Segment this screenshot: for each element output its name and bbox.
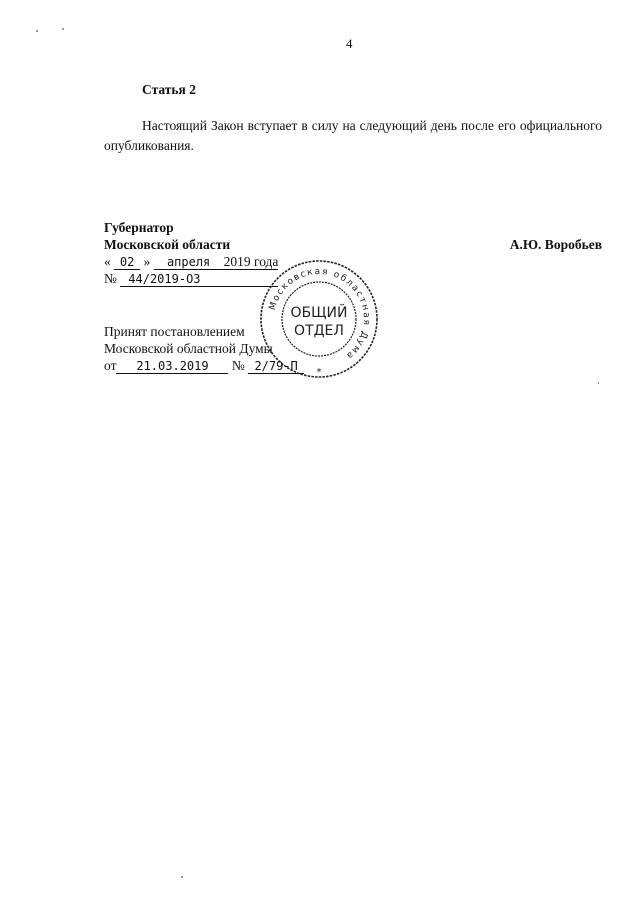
governor-title-line2: Московской области — [104, 237, 231, 252]
scan-speck — [62, 28, 64, 30]
article-heading: Статья 2 — [142, 82, 196, 97]
adoption-number: 2/79-П — [248, 359, 304, 374]
adoption-date: 21.03.2019 — [116, 359, 228, 374]
scan-speck — [181, 876, 183, 878]
scan-speck — [598, 382, 599, 384]
governor-name: А.Ю. Воробьев — [509, 237, 602, 252]
official-stamp — [257, 257, 381, 381]
adoption-number-label: № — [231, 358, 245, 373]
law-number-line — [104, 271, 278, 287]
stamp-center-line1: ОБЩИЙ — [290, 305, 348, 321]
date-close-quote: » — [143, 254, 151, 269]
date-month: апреля — [154, 255, 224, 270]
date-open-quote: « — [104, 254, 111, 269]
signing-date-line — [104, 254, 278, 270]
page-number: 4 — [346, 36, 353, 51]
governor-title-line1: Губернатор — [104, 220, 174, 235]
law-number-label: № — [104, 271, 117, 286]
stamp-star: * — [316, 367, 322, 378]
stamp-center-line2: ОТДЕЛ — [294, 323, 344, 339]
date-day: 02 — [114, 255, 140, 270]
stamp-ring-text: Московская областная Дума — [267, 266, 372, 362]
adoption-line1: Принят постановлением — [104, 324, 245, 339]
law-number-value: 44/2019-ОЗ — [120, 272, 278, 287]
scan-speck — [36, 30, 38, 32]
adoption-line2: Московской областной Думы — [104, 341, 273, 356]
article-text: Настоящий Закон вступает в силу на следующий день после его официального опубликования. — [104, 118, 602, 153]
date-year: 2019 года — [223, 254, 279, 269]
adoption-from-label: от — [104, 358, 117, 373]
